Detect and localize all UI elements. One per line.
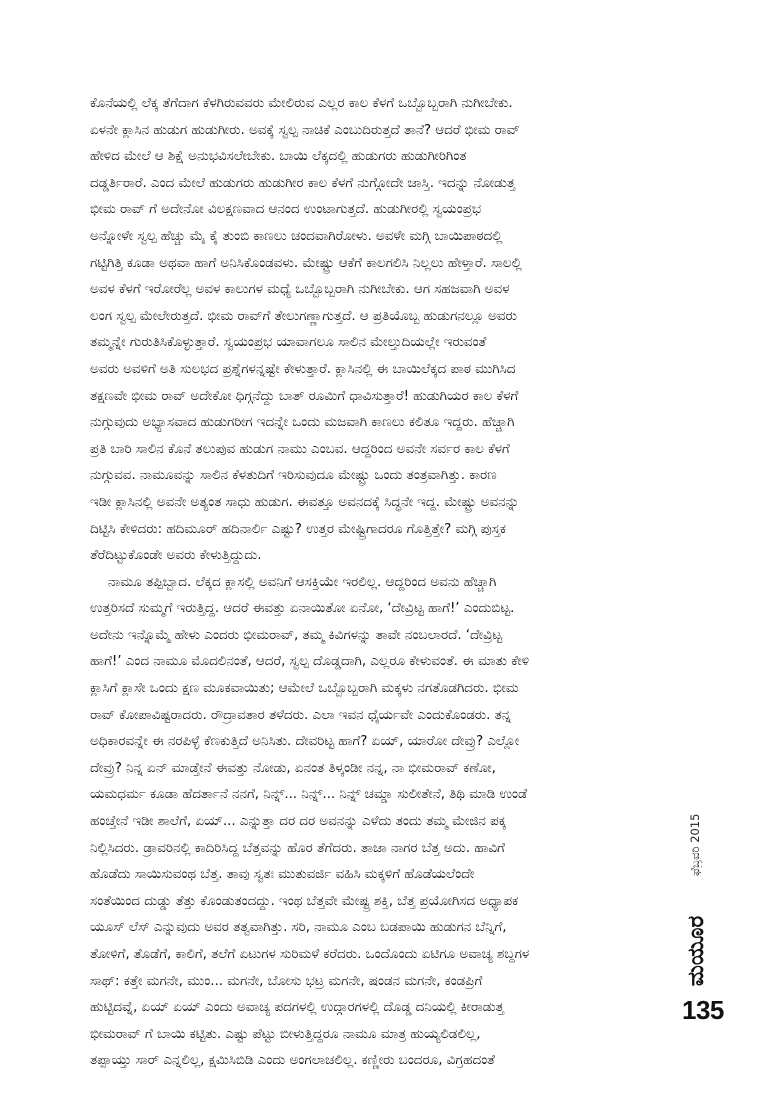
text-line: ಅನ್ನೋಳೇ ಸ್ವಲ್ಪ ಹೆಚ್ಚು ಮೈ ಕೈ ತುಂಬಿ ಕಾಣಲು ಚಂದವಾಗಿರೋಳು. ಅವಳೇ ಮಗ್ಗಿ ಬಾಯಿಪಾಠದಲ್ಲಿ (90, 227, 503, 244)
text-line: ತಕ್ಷಣವೇ ಭೀಮ ರಾವ್ ಅದೇಕೋ ಧಿಗ್ಗನೆದ್ದು ಬಾತ್ ರೂಮಿಗೆ ಧಾವಿಸುತ್ತಾರೆ! ಹುಡುಗಿಯರ ಕಾಲ ಕೆಳಗೆ (90, 387, 519, 404)
text-line: ಹಂಚ್ತೇನೆ ಇಡೀ ಶಾಲೆಗೆ, ಏಯ್... ಎನ್ನುತ್ತಾ ದರ ದರ ಅವನನ್ನು ಎಳೆದು ತಂದು ತಮ್ಮ ಮೇಜಿನ ಪಕ್ಕ (90, 813, 507, 830)
text-line: ಸಾಥ್: ಕತ್ತೇ ಮಗನೇ, ಮುಂ... ಮಗನೇ, ಬೋಸು ಭಟ್ರ ಮಗನೇ, ಷಂಡನ ಮಗನೇ, ಕಂಡಪ್ರಿಗೆ (90, 972, 483, 989)
text-line: ತೆರೆದಿಟ್ಟುಕೊಂಡೇ ಅವರು ಕೇಳುತ್ತಿದ್ದುದು. (90, 547, 262, 564)
logo-text: ಮಯೂರ (684, 915, 709, 987)
text-line: ದೇವ್ರು? ನಿನ್ನ ಏನ್ ಮಾಡ್ತೇನೆ ಈವತ್ತು ನೋಡು, ಏನಂತ ತಿಳ್ಕಂಡೀ ನನ್ನ, ನಾ ಭೀಮರಾವ್ ಕಣೋ, (90, 759, 496, 776)
text-line: ನಾಮೂ ತಪ್ಪಿಬ್ಬಾದ. ಲೆಕ್ಕದ ಕ್ಲಾಸಲ್ಲಿ ಅವನಿಗೆ ಆಸಕ್ತಿಯೇ ಇರಲಿಲ್ಲ. ಆದ್ದರಿಂದ ಅವನು ಹೆಚ್ಚಾಗಿ (108, 573, 497, 590)
text-line: ಭೀಮ ರಾವ್ ಗೆ ಅದೇನೋ ವಿಲಕ್ಷಣವಾದ ಆನಂದ ಉಂಟಾಗುತ್ತದೆ. ಹುಡುಗೀರಲ್ಲಿ ಸ್ವಯಂಪ್ರಭ (90, 201, 482, 218)
text-line: ಯಮಧರ್ಮ ಕೂಡಾ ಹೆದರ್ತಾನೆ ನನಗೆ, ನಿನ್ನ್... ನಿನ್ನ್... ನಿನ್ನ್ ಚಮ್ಡಾ ಸುಲೀತೇನೆ, ತಿಥಿ ಮಾಡಿ ಉಂಡೆ (90, 786, 528, 803)
text-line: ಅದೇನು ಇನ್ನೊಮ್ಮೆ ಹೇಳು ಎಂದರು ಭೀಮರಾವ್, ತಮ್ಮ ಕಿವಿಗಳನ್ನು ತಾವೇ ನಂಬಲಾರದೆ. ‘ದೇವ್ರಿಟ್ಟ (90, 626, 503, 643)
mayura-logo (684, 908, 718, 994)
text-line: ಉತ್ತರಿಸದೆ ಸುಮ್ಮಗೆ ಇರುತ್ತಿದ್ದ. ಆದರೆ ಈವತ್ತು ಏನಾಯಿತೋ ಏನೋ, ‘ದೇವ್ರಿಟ್ಟ ಹಾಗೆ!’ ಎಂದುಬಿಟ್ಟ. (90, 600, 515, 617)
text-line: ಕ್ಲಾಸಿಗೆ ಕ್ಲಾಸೇ ಒಂದು ಕ್ಷಣ ಮೂಕವಾಯಿತು; ಆಮೇಲೆ ಒಬ್ಬೊಬ್ಬರಾಗಿ ಮಕ್ಕಳು ನಗತೊಡಗಿದರು. ಭೀಮ (90, 680, 519, 697)
text-line: ನುಗ್ಗುವವ. ನಾಮೂವನ್ನು ಸಾಲಿನ ಕೆಳತುದಿಗೆ ಇರಿಸುವುದೂ ಮೇಷ್ಟ್ರು ಒಂದು ತಂತ್ರವಾಗಿತ್ತು. ಕಾರಣ (90, 467, 497, 484)
text-line: ಪ್ರತಿ ಬಾರಿ ಸಾಲಿನ ಕೊನೆ ತಲುಪುವ ಹುಡುಗ ನಾಮು ಎಂಬವ. ಆದ್ದರಿಂದ ಅವನೇ ಸರ್ವರ ಕಾಲ ಕೆಳಗೆ (90, 440, 510, 457)
text-line: ಹೊಡೆದು ಸಾಯಿಸುವಂಥ ಬೆತ್ತ. ತಾವು ಸ್ವತಃ ಮುತುವರ್ಜಿ ವಹಿಸಿ ಮಕ್ಕಳಿಗೆ ಹೊಡೆಯಲೆಂದೇ (90, 866, 475, 883)
text-line: ಅವರು ಅವಳಿಗೆ ಅತಿ ಸುಲಭದ ಪ್ರಶ್ನೆಗಳನ್ನಷ್ಟೇ ಕೇಳುತ್ತಾರೆ. ಕ್ಲಾಸಿನಲ್ಲಿ ಈ ಬಾಯಿಲೆಕ್ಕದ ಪಾಠ ಮುಗಿಸಿದ (90, 360, 516, 377)
text-line: ಭೀಮರಾವ್ ಗೆ ಬಾಯಿ ಕಟ್ಟಿತು. ಎಷ್ಟು ಪೆಟ್ಟು ಬೀಳುತ್ತಿದ್ದರೂ ನಾಮೂ ಮಾತ್ರ ಹುಯ್ಯಲಿಡಲಿಲ್ಲ, (90, 1025, 481, 1042)
text-line: ಹಾಗೆ!’ ಎಂದ ನಾಮೂ ಮೊದಲಿನಂತೆ, ಆದರೆ, ಸ್ವಲ್ಪ ದೊಡ್ಡದಾಗಿ, ಎಲ್ಲರೂ ಕೇಳುವಂತೆ. ಈ ಮಾತು ಕೇಳಿ (90, 653, 530, 670)
text-line: ಸಂತೆಯಿಂದ ದುಡ್ಡು ತೆತ್ತು ಕೊಂಡುತಂದದ್ದು. ಇಂಥ ಬೆತ್ತವೇ ಮೇಷ್ಟ್ರ ಶಕ್ತಿ, ಬೆತ್ತ ಪ್ರಯೋಗಿಸದ ಅಧ್ಯಾಪಕ (90, 892, 519, 909)
text-line: ತಮ್ಮನ್ನೇ ಗುರುತಿಸಿಕೊಳ್ಳುತ್ತಾರೆ. ಸ್ವಯಂಪ್ರಭ ಯಾವಾಗಲೂ ಸಾಲಿನ ಮೇಲ್ತುದಿಯಲ್ಲೇ ಇರುವಂತೆ (90, 334, 487, 351)
text-line: ಲಂಗ ಸ್ವಲ್ಪ ಮೇಲೇರುತ್ತದೆ. ಭೀಮ ರಾವ್‌ಗೆ ತೇಲುಗಣ್ಣಾಗುತ್ತದೆ. ಆ ಪ್ರತಿಯೊಬ್ಬ ಹುಡುಗನಲ್ಲೂ ಅವರು (90, 307, 517, 324)
page-number: 135 (682, 995, 724, 1025)
text-line: ತಪ್ಪಾಯ್ತು ಸಾರ್ ಎನ್ನಲಿಲ್ಲ, ಕ್ಷಮಿಸಿಬಿಡಿ ಎಂದು ಅಂಗಲಾಚಲಿಲ್ಲ. ಕಣ್ಣೀರು ಬಂದರೂ, ವಿಗ್ರಹದಂತೆ (90, 1052, 495, 1069)
text-line: ಯೂಸ್ ಲೆಸ್ ಎನ್ನುವುದು ಅವರ ತತ್ವವಾಗಿತ್ತು. ಸರಿ, ನಾಮೂ ಎಂಬ ಬಡಪಾಯಿ ಹುಡುಗನ ಬೆನ್ನಿಗೆ, (90, 919, 507, 936)
text-line: ರಾವ್ ಕೋಪಾವಿಷ್ಟರಾದರು. ರೌದ್ರಾವತಾರ ತಳೆದರು. ಎಲಾ ಇವನ ಧೈರ್ಯವೇ ಎಂದುಕೊಂಡರು. ತನ್ನ (90, 706, 512, 723)
text-line: ದಿಟ್ಟಿಸಿ ಕೇಳಿದರು: ಹದಿಮೂರ್ ಹದಿನಾರ್ಲಿ ಎಷ್ಟು? ಉತ್ತರ ಮೇಷ್ಟ್ರಿಗಾದರೂ ಗೊತ್ತಿತ್ತೇ? ಮಗ್ಗಿ ಪುಸ್ತಕ (90, 520, 506, 537)
text-line: ಕೊನೆಯಲ್ಲಿ ಲೆಕ್ಕ ತೆಗೆದಾಗ ಕೆಳಗಿರುವವರು ಮೇಲಿರುವ ಎಲ್ಲರ ಕಾಲ ಕೆಳಗೆ ಒಬ್ಬೊಬ್ಬರಾಗಿ ನುಗೀಬೇಕು. (90, 95, 513, 111)
text-line: ಹೇಳಿದ ಮೇಲೆ ಆ ಶಿಕ್ಷೆ ಅನುಭವಿಸಲೇಬೇಕು. ಬಾಯಿ ಲೆಕ್ಕದಲ್ಲಿ ಹುಡುಗರು ಹುಡುಗೀರಿಗಿಂತ (90, 148, 467, 165)
text-line: ಹುಟ್ಟಿದವ್ನೆ, ಏಯ್ ಏಯ್ ಎಂದು ಅವಾಚ್ಯ ಪದಗಳಲ್ಲಿ ಉದ್ಗಾರಗಳಲ್ಲಿ ದೊಡ್ಡ ದನಿಯಲ್ಲಿ ಕೀರಾಡುತ್ತ (90, 999, 504, 1016)
issue-month: ಫೆಬ್ರವರಿ 2015 (688, 813, 702, 877)
text-line: ನಿಲ್ಲಿಸಿದರು. ಡ್ರಾವರಿನಲ್ಲಿ ಕಾದಿರಿಸಿದ್ದ ಬೆತ್ತವನ್ನು ಹೊರ ತೆಗೆದರು. ತಾಜಾ ನಾಗರ ಬೆತ್ತ ಅದು. ಹಾವಿಗೆ (90, 839, 505, 856)
text-line: ಅವಳ ಕೆಳಗೆ ಇರೋರೆಲ್ಲ ಅವಳ ಕಾಲುಗಳ ಮಧ್ಯೆ ಒಬ್ಬೊಬ್ಬರಾಗಿ ನುಗೀಬೇಕು. ಆಗ ಸಹಜವಾಗಿ ಅವಳ (90, 281, 510, 298)
text-line: ತೋಳಿಗೆ, ತೊಡೆಗೆ, ಕಾಲಿಗೆ, ತಲೆಗೆ ಏಟುಗಳ ಸುರಿಮಳೆ ಕರೆದರು. ಒಂದೊಂದು ಏಟಿಗೂ ಅವಾಚ್ಯ ಶಬ್ದಗಳ (90, 946, 530, 962)
text-line: ಇಡೀ ಕ್ಲಾಸಿನಲ್ಲಿ ಅವನೇ ಅತ್ಯಂತ ಸಾಧು ಹುಡುಗ. ಈವತ್ತೂ ಅವನದಕ್ಕೆ ಸಿದ್ಧನೇ ಇದ್ದ. ಮೇಷ್ಟ್ರು ಅವನನ್ನು (90, 493, 520, 510)
text-line: ಏಳನೇ ಕ್ಲಾಸಿನ ಹುಡುಗ ಹುಡುಗೀರು. ಅವಕ್ಕೆ ಸ್ವಲ್ಪ ನಾಚಿಕೆ ಎಂಬುದಿರುತ್ತದೆ ತಾನೆ? ಆದರೆ ಭೀಮ ರಾವ್ (90, 121, 520, 138)
text-line: ದಡ್ಡರ್ತಿರಾರೆ. ಎಂದ ಮೇಲೆ ಹುಡುಗರು ಹುಡುಗೀರ ಕಾಲ ಕೆಳಗೆ ನುಗ್ಗೋದೇ ಜಾಸ್ತಿ. ಇದನ್ನು ನೋಡುತ್ತ (90, 174, 516, 191)
text-line: ನುಗ್ಗುವುದು ಅಭ್ಯಾಸವಾದ ಹುಡುಗರೀಗ ಇದನ್ನೇ ಒಂದು ಮಜವಾಗಿ ಕಾಣಲು ಕಲಿತೂ ಇದ್ದರು. ಹೆಚ್ಚಾಗಿ (90, 414, 515, 431)
article-body (90, 90, 686, 1069)
text-line: ಗಟ್ಟಿಗಿತ್ತಿ ಕೂಡಾ ಅಥವಾ ಹಾಗೆ ಅನಿಸಿಕೊಂಡವಳು. ಮೇಷ್ಟ್ರು ಆಕೆಗೆ ಕಾಲಗಲಿಸಿ ನಿಲ್ಲಲು ಹೇಳ್ತಾರೆ. ಸಾಲಲ್ಲಿ (90, 254, 522, 271)
paragraph-2 (90, 569, 686, 1074)
text-line: ಅಧಿಕಾರವನ್ನೇ ಈ ನರಪಿಳ್ಳೆ ಕೆಣಕುತ್ತಿದೆ ಅನಿಸಿತು. ದೇವರಿಟ್ಟ ಹಾಗೆ? ಏಯ್, ಯಾರೋ ದೇವ್ರು? ಎಲ್ಲೋ (90, 733, 520, 750)
paragraph-1 (90, 90, 686, 569)
magazine-sidebar (684, 790, 718, 995)
